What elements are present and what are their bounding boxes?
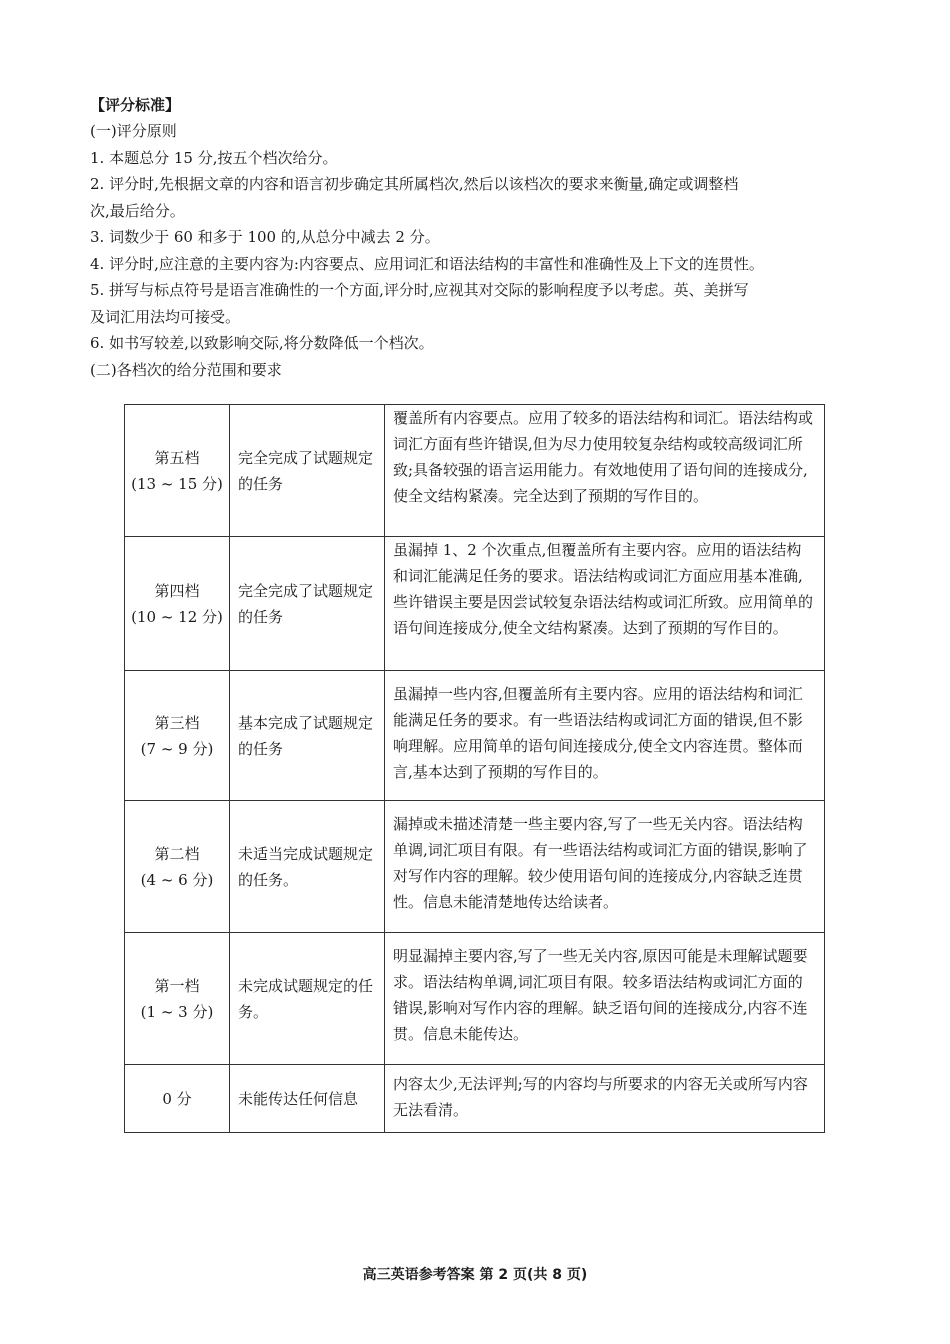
- description-cell: 虽漏掉一些内容,但覆盖所有主要内容。应用的语法结构和词汇能满足任务的要求。有一些语法结构或词汇方面的错误,但不影响理解。应用简单的语句间连接成分,使全文内容连贯。整体而言,基本达到了预期的写作目的。: [385, 671, 825, 801]
- principle-line: 1. 本题总分 15 分,按五个档次给分。: [90, 148, 338, 167]
- grade-range: (13 ~ 15 分): [131, 474, 223, 493]
- grade-level: 第五档: [154, 448, 200, 467]
- principle-line: 5. 拼写与标点符号是语言准确性的一个方面,评分时,应视其对交际的影响程度予以考虑。英、美拼写: [90, 281, 749, 299]
- grade-range: (10 ~ 12 分): [131, 607, 223, 626]
- table-row: [125, 1065, 825, 1133]
- task-cell: 未能传达任何信息: [230, 1065, 385, 1133]
- grade-cell: [125, 405, 230, 537]
- description-cell: 明显漏掉主要内容,写了一些无关内容,原因可能是未理解试题要求。语法结构单调,词汇项目有限。较多语法结构或词汇方面的错误,影响对写作内容的理解。缺乏语句间的连接成分,内容不连贯。信息未能传达。: [385, 933, 825, 1065]
- principle-line: 3. 词数少于 60 和多于 100 的,从总分中减去 2 分。: [90, 228, 440, 246]
- grade-cell: [125, 671, 230, 801]
- grade-level: 第四档: [154, 581, 200, 600]
- page-footer: 高三英语参考答案 第 2 页(共 8 页): [362, 1267, 588, 1283]
- table-row: [125, 537, 825, 671]
- grade-cell: [125, 1065, 230, 1133]
- description-cell: 虽漏掉 1、2 个次重点,但覆盖所有主要内容。应用的语法结构和词汇能满足任务的要求。语法结构或词汇方面应用基本准确,些许错误主要是因尝试较复杂语法结构或词汇所致。应用简单的语句间连接成分,使全文结构紧凑。达到了预期的写作目的。: [385, 537, 825, 671]
- grade-cell: [125, 537, 230, 671]
- task-cell: 未完成试题规定的任务。: [230, 933, 385, 1065]
- principles-title: (一)评分原则: [90, 122, 177, 140]
- grade-level: 0 分: [162, 1089, 192, 1108]
- principle-line: 6. 如书写较差,以致影响交际,将分数降低一个档次。: [90, 334, 434, 352]
- scoring-criteria-section: [90, 92, 870, 383]
- principle-line: 及词汇用法均可接受。: [90, 307, 241, 326]
- grade-level: 第一档: [154, 976, 200, 995]
- description-cell: 覆盖所有内容要点。应用了较多的语法结构和词汇。语法结构或词汇方面有些许错误,但为尽力使用较复杂结构或较高级词汇所致;具备较强的语言运用能力。有效地使用了语句间的连接成分,使全文结构紧凑。完全达到了预期的写作目的。: [385, 405, 825, 537]
- table-row: [125, 405, 825, 537]
- principle-line: 2. 评分时,先根据文章的内容和语言初步确定其所属档次,然后以该档次的要求来衡量,确定或调整档: [90, 175, 739, 193]
- grade-range: (1 ~ 3 分): [140, 1002, 214, 1021]
- table-row: [125, 933, 825, 1065]
- description-cell: 漏掉或未描述清楚一些主要内容,写了一些无关内容。语法结构单调,词汇项目有限。有一些语法结构或词汇方面的错误,影响了对写作内容的理解。较少使用语句间的连接成分,内容缺乏连贯性。信息未能清楚地传达给读者。: [385, 801, 825, 933]
- grade-level: 第二档: [154, 844, 200, 863]
- principle-line: 次,最后给分。: [90, 201, 185, 220]
- principle-line: 4. 评分时,应注意的主要内容为:内容要点、应用词汇和语法结构的丰富性和准确性及上下文的连贯性。: [90, 254, 764, 273]
- task-cell: 基本完成了试题规定的任务: [230, 671, 385, 801]
- grade-cell: [125, 801, 230, 933]
- task-cell: 未适当完成试题规定的任务。: [230, 801, 385, 933]
- section-heading: 【评分标准】: [90, 96, 181, 114]
- grade-range: (4 ~ 6 分): [140, 870, 214, 889]
- grade-level: 第三档: [154, 713, 200, 732]
- task-cell: 完全完成了试题规定的任务: [230, 405, 385, 537]
- table-row: [125, 671, 825, 801]
- task-cell: 完全完成了试题规定的任务: [230, 537, 385, 671]
- description-cell: 内容太少,无法评判;写的内容均与所要求的内容无关或所写内容无法看清。: [385, 1065, 825, 1133]
- grades-title: (二)各档次的给分范围和要求: [90, 360, 282, 379]
- grading-table: [124, 404, 825, 1133]
- table-row: [125, 801, 825, 933]
- grade-range: (7 ~ 9 分): [140, 739, 214, 758]
- grade-cell: [125, 933, 230, 1065]
